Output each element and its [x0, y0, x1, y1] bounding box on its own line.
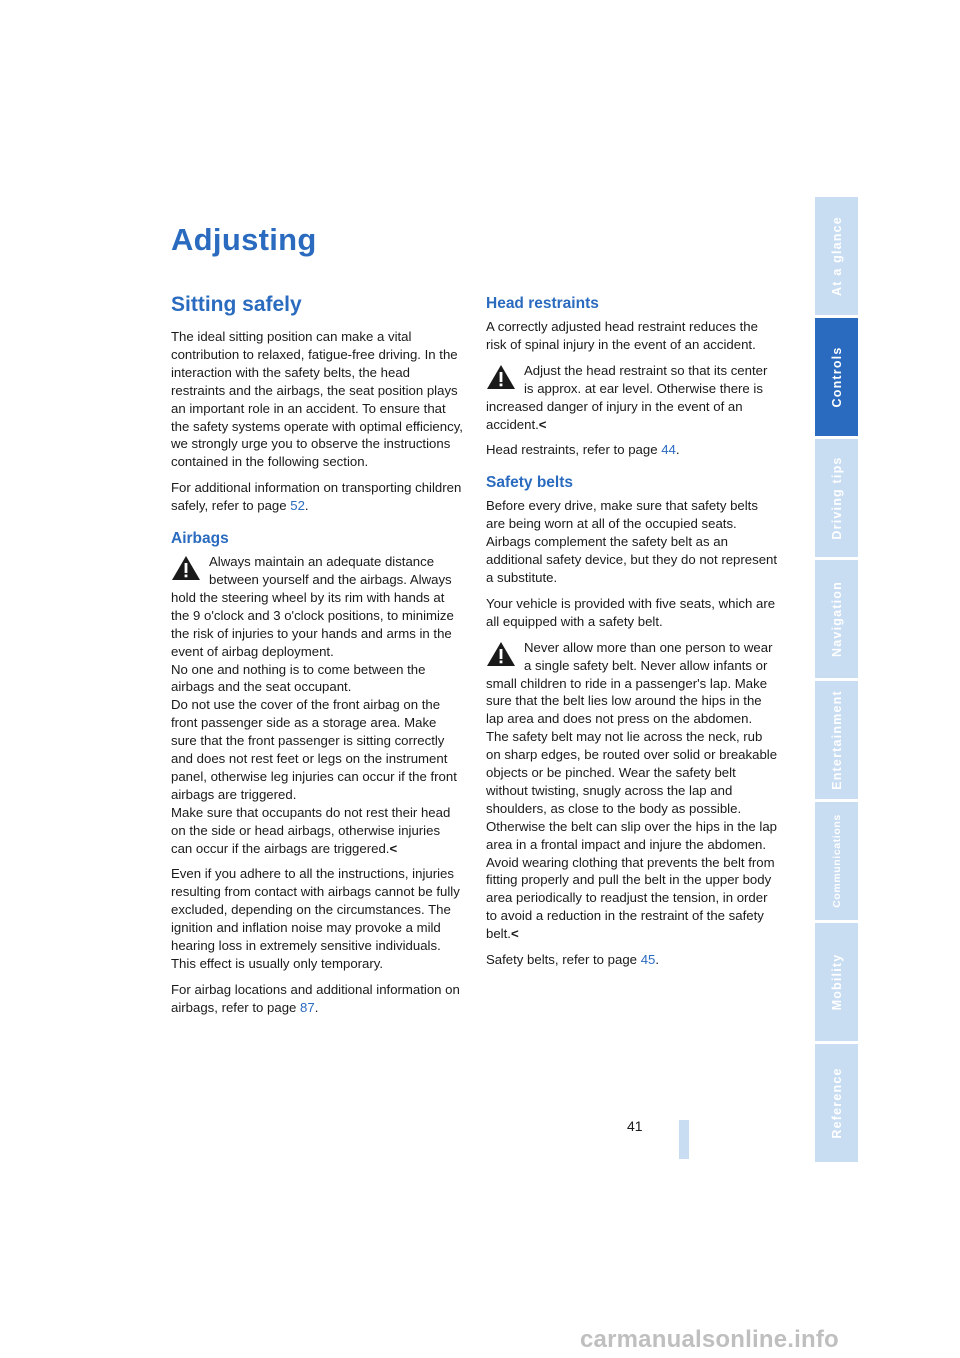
section-title-sitting-safely: Sitting safely [171, 293, 302, 316]
tab-driving-tips[interactable]: Driving tips [815, 439, 858, 557]
right-column [486, 294, 778, 977]
head-restraints-reference: Head restraints, refer to page 44. [486, 442, 680, 458]
chapter-tabs [815, 197, 858, 1165]
airbags-warning-4: Make sure that occupants do not rest their head on the side or head airbags, otherwise injuries can occur if the airbags are triggered.< [171, 804, 451, 856]
head-restraints-intro: A correctly adjusted head restraint reduces the risk of spinal injury in the event of an accident. [486, 319, 758, 352]
tab-mobility[interactable]: Mobility [815, 923, 858, 1041]
airbags-warning-3: Do not use the cover of the front airbag on the front passenger side as a storage area. Make sure that the front passenger is sitting correctly and does not rest feet or legs on the instrument panel, otherwise leg injuries can occur if the front airbags are triggered. [171, 697, 457, 802]
page-title: Adjusting [171, 222, 317, 257]
tab-reference[interactable]: Reference [815, 1044, 858, 1162]
left-column [171, 292, 463, 1025]
safety-belts-seats: Your vehicle is provided with five seats, which are all equipped with a safety belt. [486, 595, 776, 629]
tab-entertainment[interactable]: Entertainment [815, 681, 858, 799]
airbags-warning-1: Always maintain an adequate distance between yourself and the airbags. Always hold the steering wheel by its rim with hands at the 9 o'clock and 3 o'clock positions, to minimize the risk of injuries to your hands and arms in the event of airbag deployment. [171, 554, 454, 659]
airbags-warning-2: No one and nothing is to come between the airbags and the seat occupant. [171, 661, 426, 695]
airbags-paragraph: Even if you adhere to all the instructions, injuries resulting from contact with airbags cannot be fully excluded, depending on the circumstances. The ignition and inflation noise may provoke a mild hearing loss in extremely sensitive individuals. This effect is usually only temporary. [171, 866, 460, 971]
end-mark: < [510, 926, 519, 942]
warning-triangle-icon [486, 364, 516, 390]
head-restraints-page-link[interactable]: 44 [661, 442, 676, 458]
page-number-bar [679, 1120, 689, 1159]
end-mark: < [389, 840, 398, 856]
safety-belts-intro: Before every drive, make sure that safety belts are being worn at all of the occupied seats. Airbags complement the safety belt as an additional safety device, but they do not represent a substitute. [486, 498, 778, 585]
tab-communications[interactable]: Communications [815, 802, 858, 920]
children-reference-text: For additional information on transporting children safely, refer to page [171, 480, 462, 514]
tab-controls[interactable]: Controls [815, 318, 858, 436]
end-mark: < [538, 416, 547, 432]
safety-belts-page-link[interactable]: 45 [640, 952, 656, 968]
tab-at-a-glance[interactable]: At a glance [815, 197, 858, 315]
airbags-heading: Airbags [171, 530, 229, 548]
airbags-reference: For airbag locations and additional information on airbags, refer to page 87. [171, 981, 460, 1015]
warning-triangle-icon [171, 555, 201, 581]
safety-belts-reference: Safety belts, refer to page 45. [486, 952, 660, 968]
safety-belts-heading: Safety belts [486, 474, 574, 492]
airbags-page-link[interactable]: 87 [300, 999, 315, 1015]
warning-triangle-icon [486, 641, 516, 667]
children-page-link[interactable]: 52 [290, 498, 305, 514]
safety-belts-warning: Never allow more than one person to wear a single safety belt. Never allow infants or small children to ride in a passenger's lap. Make sure that the belt lies low around the hips in the lap area and does not press on the abdomen. The safety belt may not lie across the neck, rub on sharp edges, be routed over solid or breakable objects or be pinched. Wear the safety belt without twisting, snugly across the lap and shoulders, as close to the body as possible. Otherwise the belt can slip over the hips in the lap area in a frontal impact and injure the abdomen. Avoid wearing clothing that prevents the belt from fitting properly and pull the belt in the upper body area periodically to readjust the tension, in order to avoid a reduction in the restraint of the safety belt.< [486, 639, 778, 942]
watermark: carmanualsonline.info [580, 1326, 839, 1353]
tab-navigation[interactable]: Navigation [815, 560, 858, 678]
page-number: 41 [627, 1118, 643, 1134]
head-restraints-warning: Adjust the head restraint so that its center is approx. at ear level. Otherwise there is increased danger of injury in the event of an accident.< [486, 362, 768, 432]
intro-paragraph: The ideal sitting position can make a vital contribution to relaxed, fatigue-free driving. In the interaction with the safety belts, the head restraints and the airbags, the seat position plays an important role in an accident. To ensure that the safety systems operate with optimal efficiency, we strongly urge you to observe the instructions contained in the following section. [171, 329, 463, 470]
head-restraints-heading: Head restraints [486, 295, 599, 312]
children-reference: For additional information on transporting children safely, refer to page 52. [171, 480, 462, 514]
airbags-warning [171, 553, 463, 857]
